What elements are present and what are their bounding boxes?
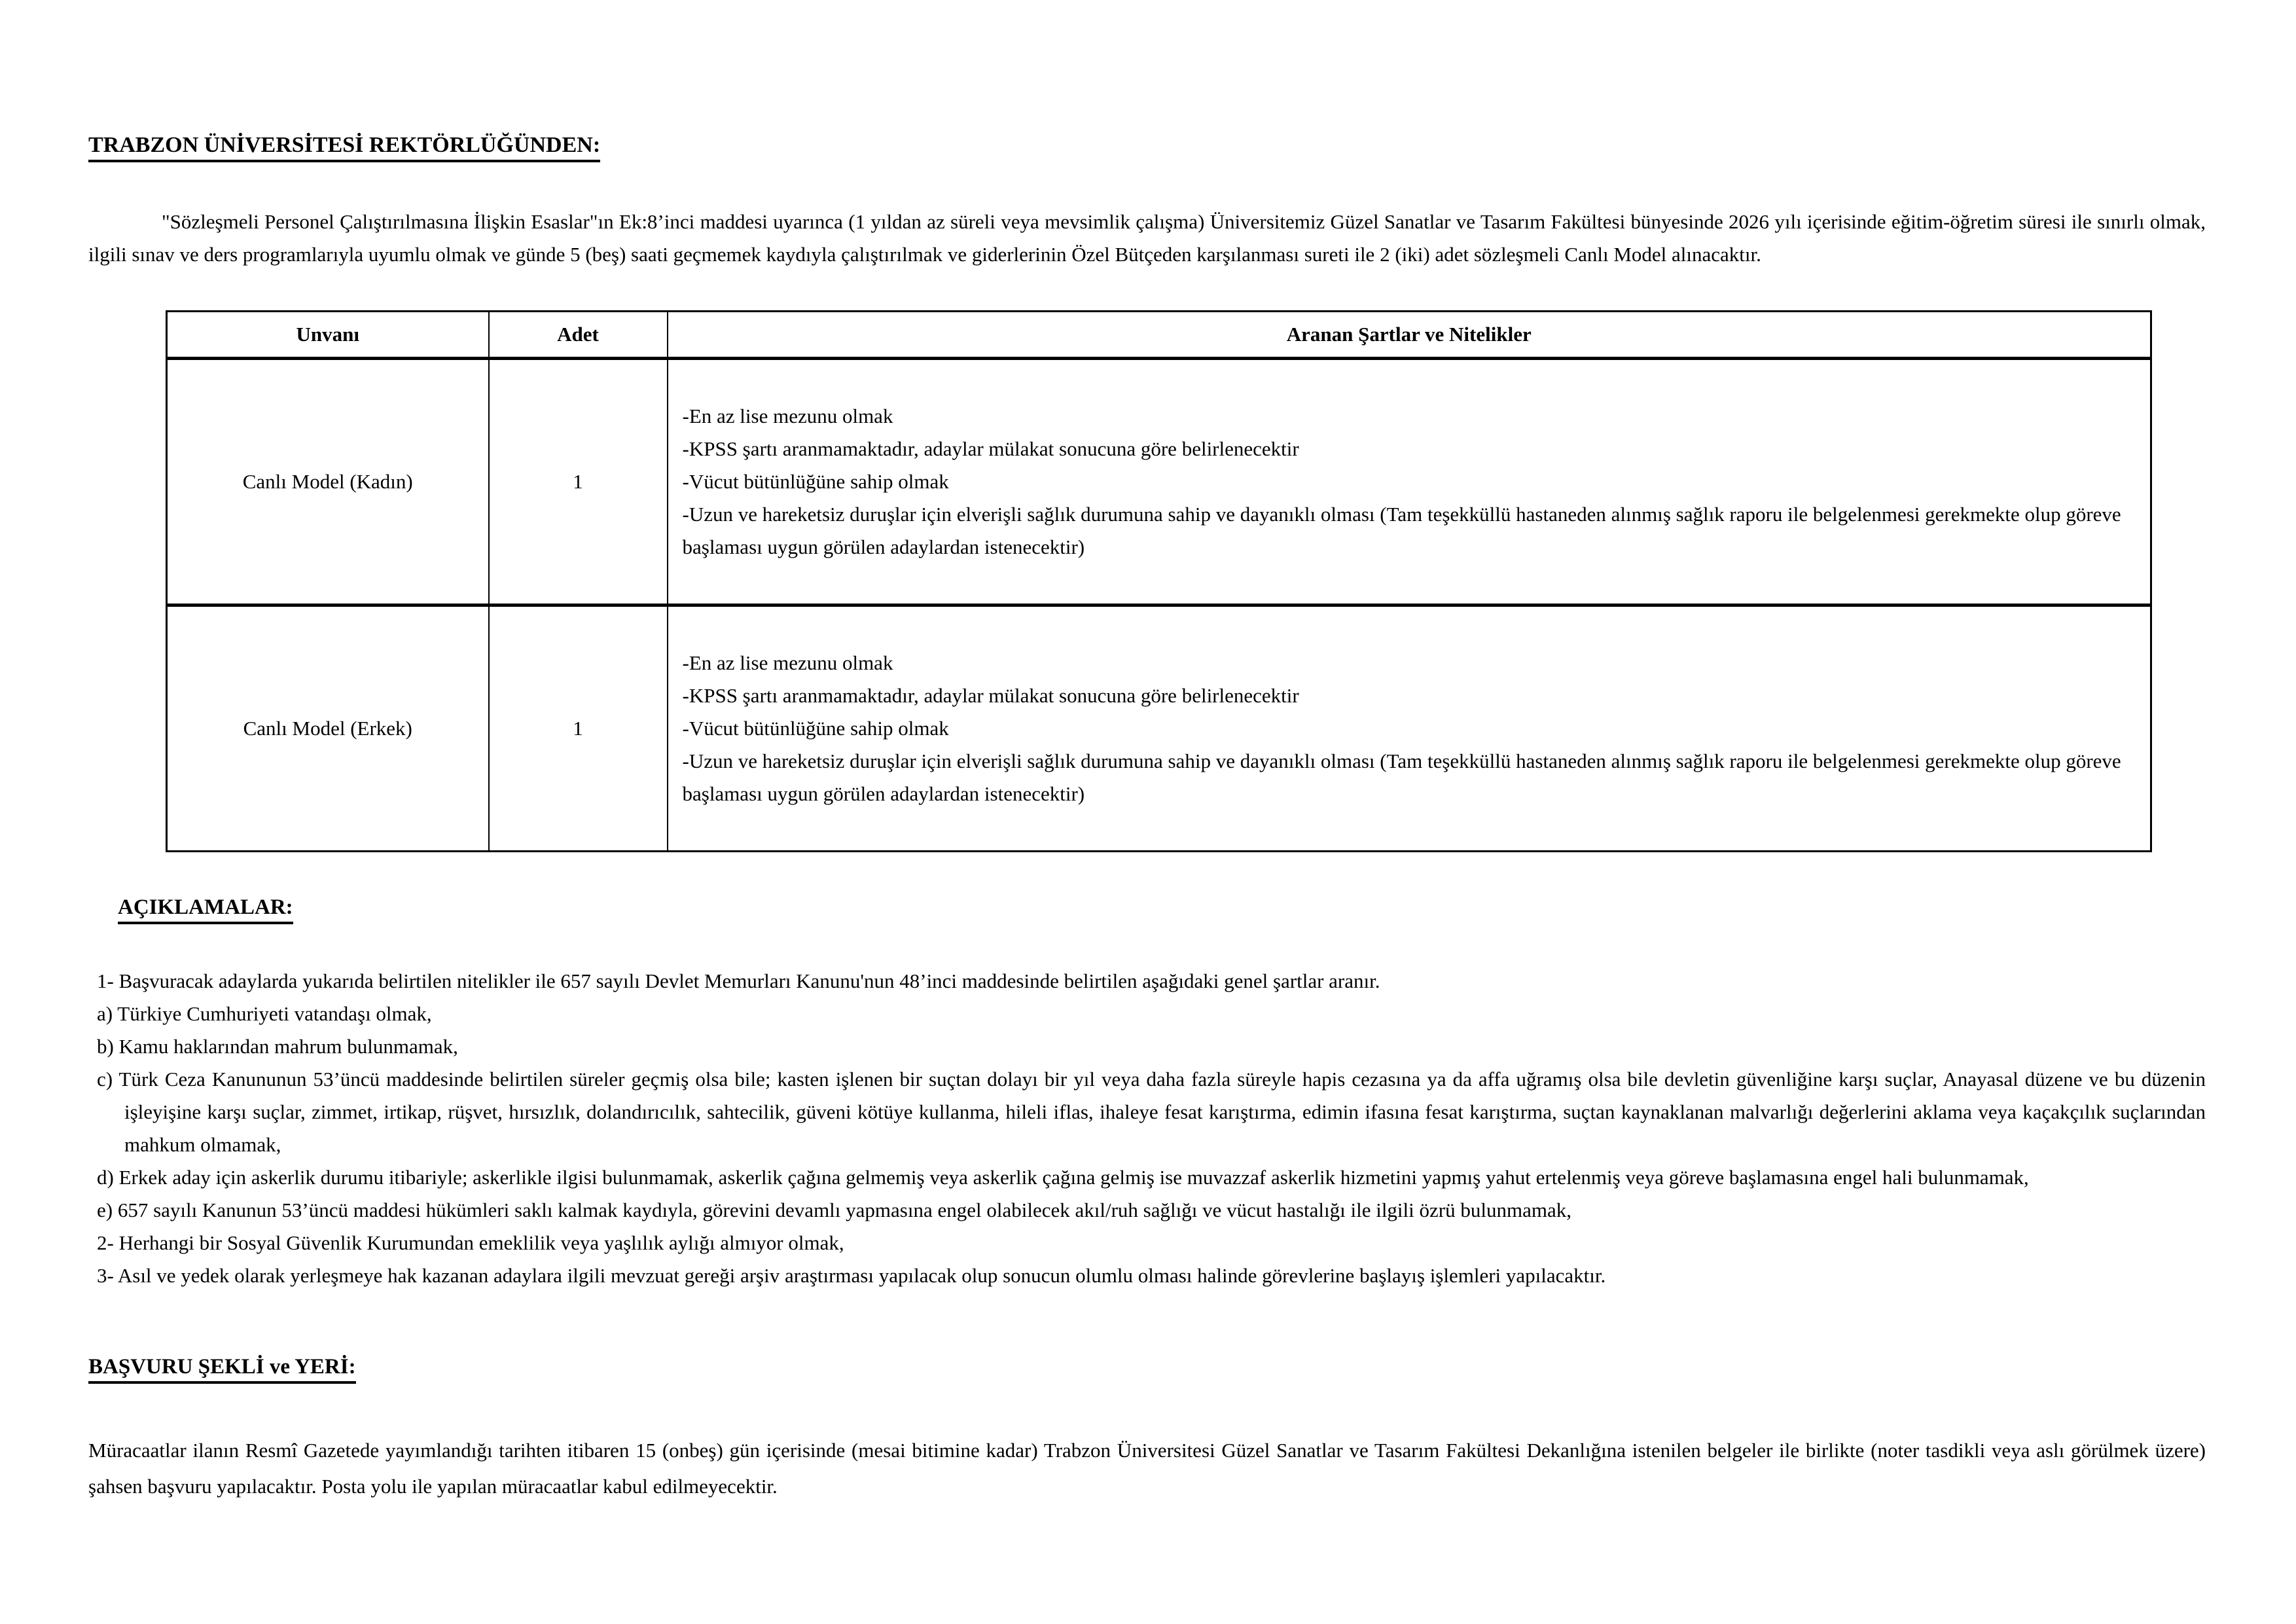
- requirement-line: -Uzun ve hareketsiz duruşlar için elverişli sağlık durumuna sahip ve dayanıklı olması (Tam teşekküllü hastaneden alınmış sağlık raporu ile belgelenmesi gerekmekte olup göreve başlaması uygun görülen adaylardan istenecektir): [682, 749, 2121, 805]
- requirements-cell: [668, 359, 2151, 605]
- column-header-sartlar: Aranan Şartlar ve Nitelikler: [668, 312, 2151, 359]
- position-title-cell: Canlı Model (Kadın): [167, 359, 489, 605]
- application-heading: [88, 1352, 2206, 1381]
- page-title: [88, 131, 2206, 160]
- explanation-item: e) 657 sayılı Kanunun 53’üncü maddesi hükümleri saklı kalmak kaydıyla, görevini devamlı yapmasına engel olabilecek akıl/ruh sağlığı ve vücut hastalığı ile ilgili özrü bulunmamak,: [97, 1199, 1571, 1221]
- explanation-item: d) Erkek aday için askerlik durumu itibariyle; askerlikle ilgisi bulunmamak, askerlik çağına gelmemiş veya askerlik çağına gelmiş ise muvazzaf askerlik hizmetini yapmış yahut ertelenmiş veya göreve başlamasına engel hali bulunmamak,: [97, 1166, 2029, 1189]
- explanations-list: [97, 965, 2206, 1292]
- application-heading-text: BAŞVURU ŞEKLİ ve YERİ:: [88, 1355, 356, 1384]
- explanation-item: 1- Başvuracak adaylarda yukarıda belirtilen nitelikler ile 657 sayılı Devlet Memurları Kanunu'nun 48’inci maddesinde belirtilen aşağıdaki genel şartlar aranır.: [97, 969, 1380, 992]
- explanations-heading: [118, 893, 2206, 922]
- column-header-adet: Adet: [489, 312, 668, 359]
- position-count-cell: 1: [489, 359, 668, 605]
- page-title-text: TRABZON ÜNİVERSİTESİ REKTÖRLÜĞÜNDEN:: [88, 133, 600, 162]
- explanations-heading-text: AÇIKLAMALAR:: [118, 895, 293, 924]
- intro-paragraph: "Sözleşmeli Personel Çalıştırılmasına İlişkin Esaslar"ın Ek:8’inci maddesi uyarınca (1 yıldan az süreli veya mevsimlik çalışma) Üniversitemiz Güzel Sanatlar ve Tasarım Fakültesi bünyesinde 2026 yılı içerisinde eğitim-öğretim süresi ile sınırlı olmak, ilgili sınav ve ders programlarıyla uyumlu olmak ve günde 5 (beş) saati geçmemek kaydıyla çalıştırılmak ve giderlerinin Özel Bütçeden karşılanması sureti ile 2 (iki) adet sözleşmeli Canlı Model alınacaktır.: [88, 210, 2206, 266]
- table-row-canli-model-erkek: [167, 605, 2151, 852]
- column-header-unvani: Unvanı: [167, 312, 489, 359]
- table-row-canli-model-kadin: [167, 359, 2151, 605]
- explanation-item: 2- Herhangi bir Sosyal Güvenlik Kurumundan emeklilik veya yaşlılık aylığı almıyor olmak,: [97, 1231, 844, 1254]
- position-count-cell: 1: [489, 605, 668, 852]
- requirements-cell: [668, 605, 2151, 852]
- position-title-cell: Canlı Model (Erkek): [167, 605, 489, 852]
- explanation-item: b) Kamu haklarından mahrum bulunmamak,: [97, 1035, 458, 1058]
- explanation-item: a) Türkiye Cumhuriyeti vatandaşı olmak,: [97, 1002, 432, 1025]
- requirement-line: -Uzun ve hareketsiz duruşlar için elverişli sağlık durumuna sahip ve dayanıklı olması (Tam teşekküllü hastaneden alınmış sağlık raporu ile belgelenmesi gerekmekte olup göreve başlaması uygun görülen adaylardan istenecektir): [682, 503, 2121, 558]
- explanation-item: c) Türk Ceza Kanununun 53’üncü maddesinde belirtilen süreler geçmiş olsa bile; kasten işlenen bir suçtan dolayı bir yıl veya daha fazla süreyle hapis cezasına ya da affa uğramış olsa bile devletin güvenliğine karşı suçlar, Anayasal düzene ve bu düzenin işleyişine karşı suçlar, zimmet, irtikap, rüşvet, hırsızlık, dolandırıcılık, sahtecilik, güveni kötüye kullanma, hileli iflas, ihaleye fesat karıştırma, edimin ifasına fesat karıştırma, suçtan kaynaklanan malvarlığı değerlerini aklama veya kaçakçılık suçlarından mahkum olmamak,: [97, 1068, 2206, 1156]
- requirement-line: -Vücut bütünlüğüne sahip olmak: [682, 470, 949, 493]
- requirement-line: -Vücut bütünlüğüne sahip olmak: [682, 717, 949, 740]
- requirement-line: -En az lise mezunu olmak: [682, 651, 893, 674]
- requirement-line: -En az lise mezunu olmak: [682, 405, 893, 427]
- positions-table-header: [167, 312, 2151, 359]
- application-paragraph: Müracaatlar ilanın Resmî Gazetede yayımlandığı tarihten itibaren 15 (onbeş) gün içerisinde (mesai bitimine kadar) Trabzon Üniversitesi Güzel Sanatlar ve Tasarım Fakültesi Dekanlığına istenilen belgeler ile birlikte (noter tasdikli veya aslı görülmek üzere) şahsen başvuru yapılacaktır. Posta yolu ile yapılan müracaatlar kabul edilmeyecektir.: [88, 1439, 2206, 1498]
- positions-table: [166, 310, 2152, 852]
- explanation-item: 3- Asıl ve yedek olarak yerleşmeye hak kazanan adaylara ilgili mevzuat gereği arşiv araştırması yapılacak olup sonucun olumlu olması halinde görevlerine başlayış işlemleri yapılacaktır.: [97, 1264, 1606, 1287]
- requirement-line: -KPSS şartı aranmamaktadır, adaylar mülakat sonucuna göre belirlenecektir: [682, 437, 1299, 460]
- requirement-line: -KPSS şartı aranmamaktadır, adaylar mülakat sonucuna göre belirlenecektir: [682, 684, 1299, 707]
- header-row: [167, 312, 2151, 359]
